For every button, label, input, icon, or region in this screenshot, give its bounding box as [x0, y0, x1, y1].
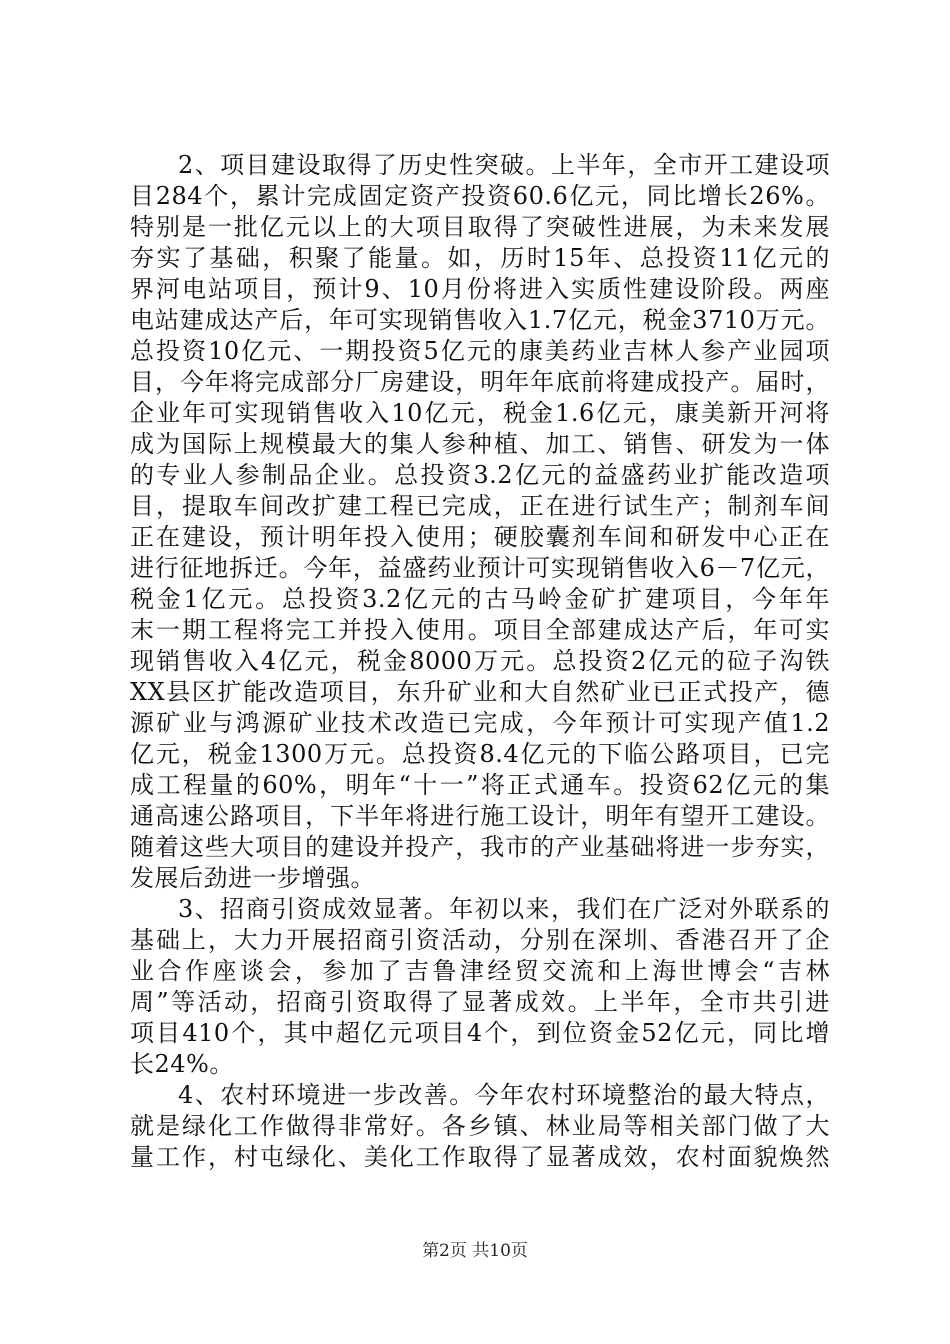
text-line: 通高速公路项目，下半年将进行施工设计，明年有望开工建设。 [130, 802, 830, 830]
paragraph-investment-attraction [130, 894, 830, 1080]
text-line: 现销售收入4亿元，税金8000万元。总投资2亿元的砬子沟铁 [130, 647, 830, 675]
text-line: 夯实了基础，积聚了能量。如，历时15年、总投资11亿元的 [130, 244, 830, 272]
paragraph-rural-environment [130, 1080, 830, 1173]
paragraph-project-construction [130, 150, 830, 894]
page-number-footer: 第2页 共10页 [422, 1241, 528, 1261]
text-line: 的专业人参制品企业。总投资3.2亿元的益盛药业扩能改造项 [130, 461, 830, 489]
text-line: 3、招商引资成效显著。年初以来，我们在广泛对外联系的 [178, 895, 830, 923]
text-line: 随着这些大项目的建设并投产，我市的产业基础将进一步夯实， [130, 833, 830, 861]
document-body [130, 150, 830, 1173]
text-line: XX县区扩能改造项目，东升矿业和大自然矿业已正式投产，德 [130, 678, 830, 706]
text-line: 正在建设，预计明年投入使用；硬胶囊剂车间和研发中心正在 [130, 523, 830, 551]
text-line: 量工作，村屯绿化、美化工作取得了显著成效，农村面貌焕然 [130, 1143, 830, 1171]
text-line: 企业年可实现销售收入10亿元，税金1.6亿元，康美新开河将 [130, 399, 830, 427]
text-line: 亿元，税金1300万元。总投资8.4亿元的下临公路项目，已完 [130, 740, 830, 768]
text-line: 目，今年将完成部分厂房建设，明年年底前将建成投产。届时， [130, 368, 830, 396]
text-line: 周”等活动，招商引资取得了显著成效。上半年，全市共引进 [130, 988, 830, 1016]
text-line: 税金1亿元。总投资3.2亿元的古马岭金矿扩建项目，今年年 [130, 585, 830, 613]
text-line: 目284个，累计完成固定资产投资60.6亿元，同比增长26%。 [130, 182, 830, 210]
text-line: 成工程量的60%，明年“十一”将正式通车。投资62亿元的集 [130, 771, 830, 799]
text-line: 特别是一批亿元以上的大项目取得了突破性进展，为未来发展 [130, 213, 830, 241]
text-line: 4、农村环境进一步改善。今年农村环境整治的最大特点， [178, 1081, 830, 1109]
text-line: 长24%。 [130, 1050, 234, 1078]
text-line: 界河电站项目，预计9、10月份将进入实质性建设阶段。两座 [130, 275, 830, 303]
text-line: 发展后劲进一步增强。 [130, 864, 375, 892]
text-line: 电站建成达产后，年可实现销售收入1.7亿元，税金3710万元。 [130, 306, 830, 334]
text-line: 进行征地拆迁。今年，益盛药业预计可实现销售收入6－7亿元， [130, 554, 830, 582]
text-line: 业合作座谈会，参加了吉鲁津经贸交流和上海世博会“吉林 [130, 957, 830, 985]
text-line: 目，提取车间改扩建工程已完成，正在进行试生产；制剂车间 [130, 492, 830, 520]
text-line: 总投资10亿元、一期投资5亿元的康美药业吉林人参产业园项 [130, 337, 830, 365]
text-line: 项目410个，其中超亿元项目4个，到位资金52亿元，同比增 [130, 1019, 830, 1047]
text-line: 成为国际上规模最大的集人参种植、加工、销售、研发为一体 [130, 430, 830, 458]
text-line: 末一期工程将完工并投入使用。项目全部建成达产后，年可实 [130, 616, 830, 644]
text-line: 2、项目建设取得了历史性突破。上半年，全市开工建设项 [178, 151, 830, 179]
text-line: 基础上，大力开展招商引资活动，分别在深圳、香港召开了企 [130, 926, 830, 954]
text-line: 源矿业与鸿源矿业技术改造已完成，今年预计可实现产值1.2 [130, 709, 830, 737]
text-line: 就是绿化工作做得非常好。各乡镇、林业局等相关部门做了大 [130, 1112, 830, 1140]
